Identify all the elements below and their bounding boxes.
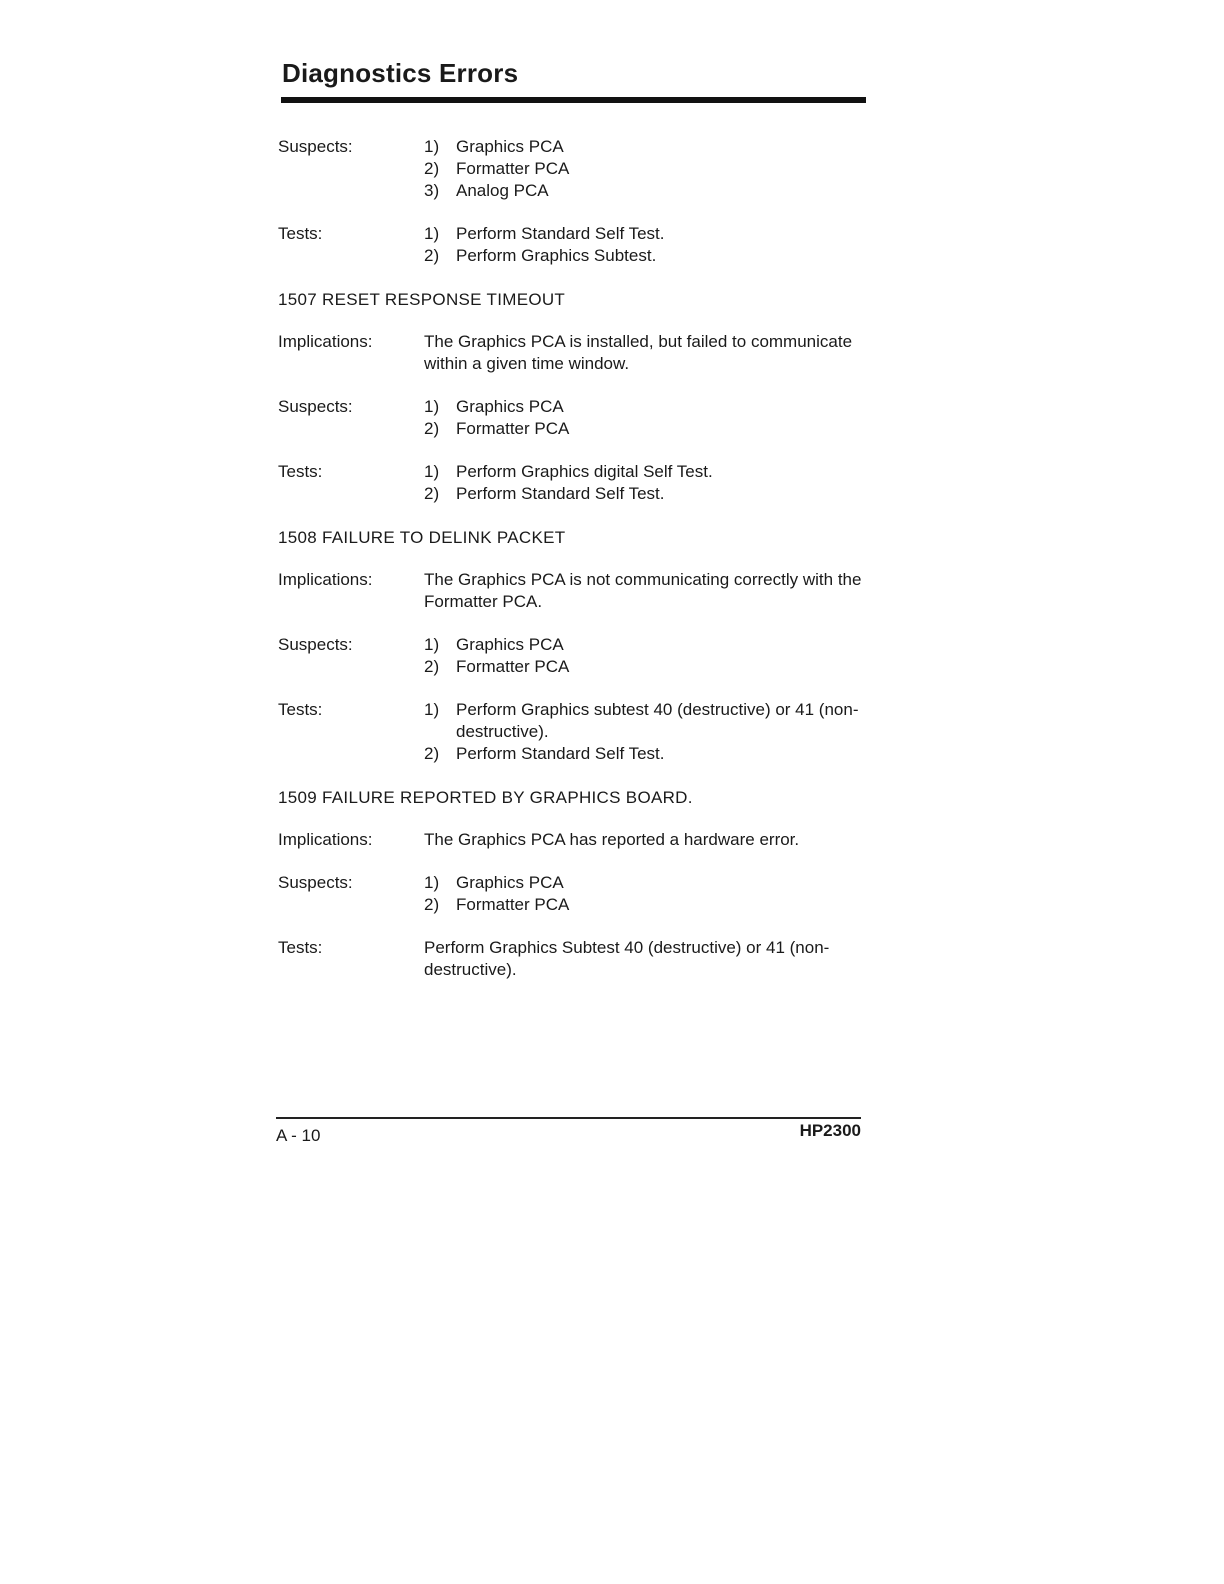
list-item xyxy=(424,894,868,916)
list-item xyxy=(424,396,868,418)
item-text: Perform Standard Self Test. xyxy=(456,224,665,243)
intro-suspects-row xyxy=(278,136,868,202)
page-title: Diagnostics Errors xyxy=(282,58,519,88)
list-item xyxy=(424,634,868,656)
implications-label: Implications: xyxy=(278,570,373,589)
list-item xyxy=(424,872,868,894)
product-name: HP2300 xyxy=(799,1121,861,1140)
list-item xyxy=(424,158,868,180)
item-number: 1) xyxy=(424,224,440,243)
item-text: Graphics PCA xyxy=(456,873,564,892)
item-number: 2) xyxy=(424,744,440,763)
list-item xyxy=(424,656,868,678)
tests-row xyxy=(278,461,868,505)
suspects-row xyxy=(278,872,868,916)
implications-row xyxy=(278,569,868,613)
footer-rule xyxy=(276,1117,861,1119)
list-item xyxy=(424,180,868,202)
intro-tests-row xyxy=(278,223,868,267)
item-number: 1) xyxy=(424,397,440,416)
item-text: Formatter PCA xyxy=(456,895,570,914)
tests-label: Tests: xyxy=(278,938,323,957)
implications-label: Implications: xyxy=(278,332,373,351)
list-item xyxy=(424,245,868,267)
implications-text: The Graphics PCA is installed, but failed to communicate within a given time window. xyxy=(424,332,853,373)
list-item xyxy=(424,461,868,483)
item-text: Graphics PCA xyxy=(456,397,564,416)
tests-list xyxy=(424,461,868,505)
item-text: Formatter PCA xyxy=(456,419,570,438)
item-number: 1) xyxy=(424,700,440,719)
item-number: 2) xyxy=(424,484,440,503)
suspects-list xyxy=(424,872,868,916)
implications-text: The Graphics PCA is not communicating correctly with the Formatter PCA. xyxy=(424,570,862,611)
tests-label: Tests: xyxy=(278,224,323,243)
suspects-label: Suspects: xyxy=(278,137,353,156)
item-number: 2) xyxy=(424,159,440,178)
list-item xyxy=(424,699,868,743)
implications-row xyxy=(278,331,868,375)
item-text: Graphics PCA xyxy=(456,137,564,156)
tests-list xyxy=(424,699,868,765)
list-item xyxy=(424,136,868,158)
item-number: 1) xyxy=(424,635,440,654)
error-heading-1507: 1507 RESET RESPONSE TIMEOUT xyxy=(278,290,566,309)
item-number: 2) xyxy=(424,419,440,438)
implications-text: The Graphics PCA has reported a hardware error. xyxy=(424,830,800,849)
suspects-row xyxy=(278,634,868,678)
item-number: 2) xyxy=(424,246,440,265)
item-text: Formatter PCA xyxy=(456,159,570,178)
tests-label: Tests: xyxy=(278,462,323,481)
tests-label: Tests: xyxy=(278,700,323,719)
title-rule xyxy=(281,97,866,103)
item-text: Perform Graphics Subtest. xyxy=(456,246,657,265)
item-text: Perform Graphics digital Self Test. xyxy=(456,462,713,481)
list-item xyxy=(424,223,868,245)
item-number: 3) xyxy=(424,181,440,200)
suspects-row xyxy=(278,396,868,440)
item-text: Perform Standard Self Test. xyxy=(456,484,665,503)
item-text: Perform Graphics subtest 40 (destructive) or 41 (non-destructive). xyxy=(456,700,859,741)
implications-row xyxy=(278,829,868,851)
error-heading-1508: 1508 FAILURE TO DELINK PACKET xyxy=(278,528,566,547)
suspects-label: Suspects: xyxy=(278,635,353,654)
suspects-list xyxy=(424,136,868,202)
item-text: Graphics PCA xyxy=(456,635,564,654)
page-content xyxy=(278,136,868,1002)
tests-list xyxy=(424,223,868,267)
item-number: 2) xyxy=(424,895,440,914)
item-text: Formatter PCA xyxy=(456,657,570,676)
item-number: 1) xyxy=(424,873,440,892)
tests-text: Perform Graphics Subtest 40 (destructive) or 41 (non-destructive). xyxy=(424,938,830,979)
implications-label: Implications: xyxy=(278,830,373,849)
item-number: 1) xyxy=(424,137,440,156)
suspects-list xyxy=(424,634,868,678)
list-item xyxy=(424,743,868,765)
list-item xyxy=(424,483,868,505)
item-text: Analog PCA xyxy=(456,181,549,200)
item-text: Perform Standard Self Test. xyxy=(456,744,665,763)
item-number: 1) xyxy=(424,462,440,481)
list-item xyxy=(424,418,868,440)
suspects-label: Suspects: xyxy=(278,397,353,416)
item-number: 2) xyxy=(424,657,440,676)
page-number: A - 10 xyxy=(276,1126,321,1145)
suspects-label: Suspects: xyxy=(278,873,353,892)
tests-row xyxy=(278,699,868,765)
tests-row xyxy=(278,937,868,981)
suspects-list xyxy=(424,396,868,440)
error-heading-1509: 1509 FAILURE REPORTED BY GRAPHICS BOARD. xyxy=(278,788,693,807)
